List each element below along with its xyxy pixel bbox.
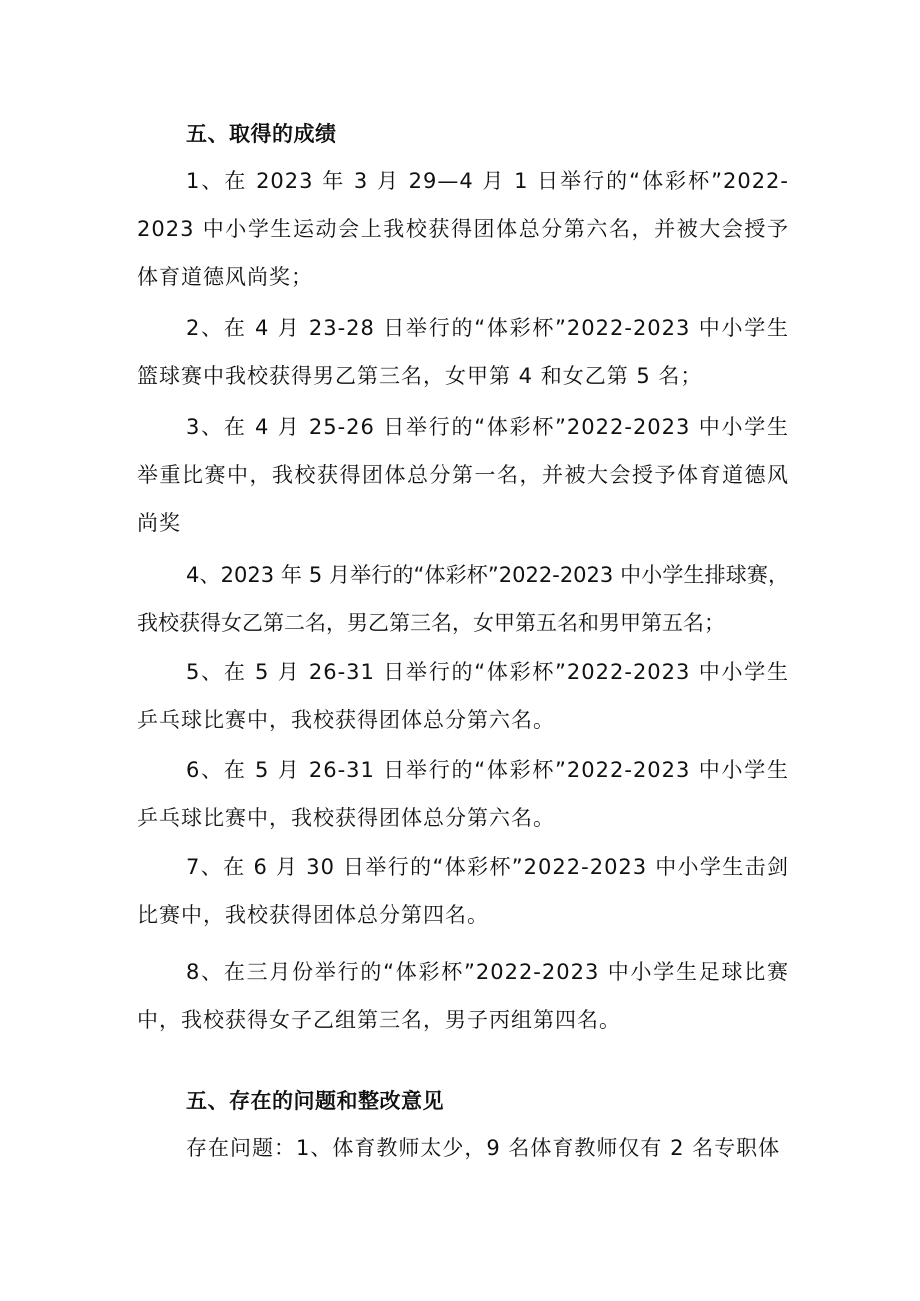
section-heading-achievements: 五、取得的成绩 bbox=[186, 122, 337, 146]
achievement-item-6: 6、在 5 月 26-31 日举行的“体彩杯”2022-2023 中小学生乒乓球比赛中，我校获得团体总分第六名。 bbox=[137, 758, 789, 830]
achievement-item-7: 7、在 6 月 30 日举行的“体彩杯”2022-2023 中小学生击剑比赛中，我校获得团体总分第四名。 bbox=[137, 855, 789, 927]
achievement-item-1: 1、在 2023 年 3 月 29—4 月 1 日举行的“体彩杯”2022-2023 中小学生运动会上我校获得团体总分第六名，并被大会授予体育道德风尚奖； bbox=[137, 169, 789, 289]
achievement-item-8: 8、在三月份举行的“体彩杯”2022-2023 中小学生足球比赛中，我校获得女子乙组第三名，男子丙组第四名。 bbox=[137, 960, 789, 1032]
achievement-item-5: 5、在 5 月 26-31 日举行的“体彩杯”2022-2023 中小学生乒乓球比赛中，我校获得团体总分第六名。 bbox=[137, 660, 789, 732]
achievement-item-4: 4、2023 年 5 月举行的“体彩杯”2022-2023 中小学生排球赛，我校获得女乙第二名，男乙第三名，女甲第五名和男甲第五名； bbox=[137, 563, 789, 635]
section-heading-problems: 五、存在的问题和整改意见 bbox=[186, 1089, 444, 1113]
achievement-item-2: 2、在 4 月 23-28 日举行的“体彩杯”2022-2023 中小学生篮球赛中我校获得男乙第三名，女甲第 4 和女乙第 5 名； bbox=[137, 316, 789, 388]
achievement-item-3: 3、在 4 月 25-26 日举行的“体彩杯”2022-2023 中小学生举重比赛中，我校获得团体总分第一名，并被大会授予体育道德风尚奖 bbox=[137, 415, 789, 535]
problems-paragraph: 存在问题：1、体育教师太少，9 名体育教师仅有 2 名专职体 bbox=[186, 1136, 781, 1160]
